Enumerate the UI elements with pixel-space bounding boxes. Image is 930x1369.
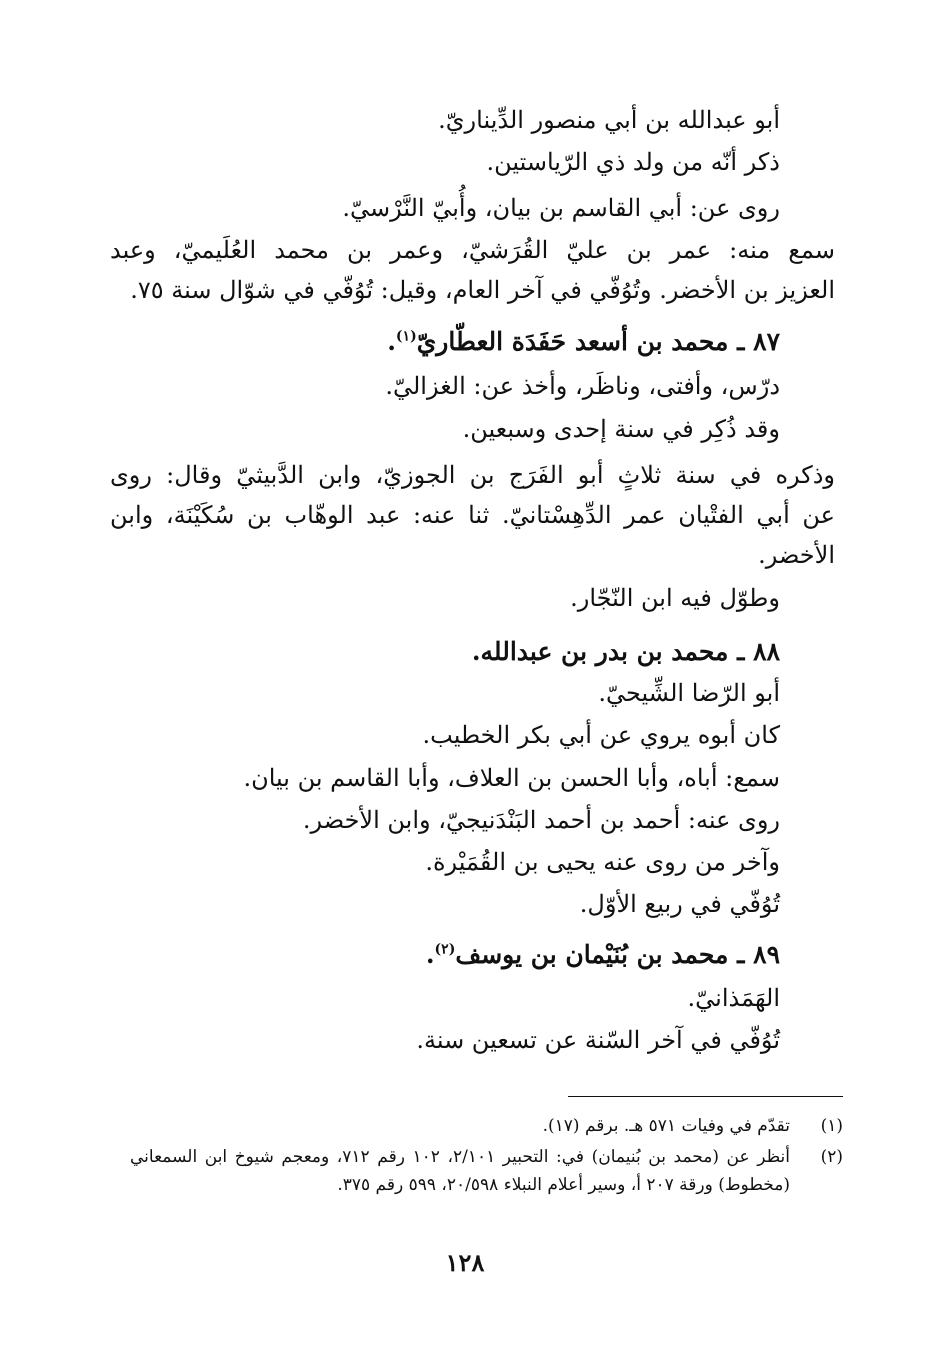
footnote-number: (٢) — [820, 1147, 843, 1167]
text-line: أبو عبدالله بن أبي منصور الدِّيناريّ. — [438, 106, 780, 134]
text-line: العزيز بن الأخضر. وتُوُفّي في آخر العام، وقيل: تُوُفّي في شوّال سنة ٧٥. — [130, 276, 835, 304]
text-line: سمع منه: عمر بن عليّ القُرَشيّ، وعمر بن محمد العُلَيميّ، وعبد — [110, 236, 835, 264]
text-line: وآخر من روى عنه يحيى بن القُمَيْرة. — [425, 848, 780, 876]
text-line: الأخضر. — [758, 541, 835, 569]
footnote-text: تقدّم في وفيات ٥٧١ هـ. برقم (١٧). — [542, 1116, 790, 1136]
heading-end: . — [387, 327, 396, 356]
text-line: وقد ذُكِر في سنة إحدى وسبعين. — [462, 415, 780, 443]
text-line: درّس، وأفتى، وناظَر، وأخذ عن: الغزاليّ. — [385, 372, 780, 400]
text-line: روى عنه: أحمد بن أحمد البَنْدَنيجيّ، وابن الأخضر. — [302, 806, 780, 834]
entry-87-title: ٨٧ ـ محمد بن أسعد حَفَدَة العطّاريّ — [416, 327, 780, 356]
entry-88-heading: ٨٨ ـ محمد بن بدر بن عبدالله. — [471, 637, 780, 666]
footnote-ref-2: (٢) — [434, 941, 456, 958]
entry-87-heading — [387, 322, 780, 362]
footnote-separator — [568, 1096, 843, 1097]
footnote-ref-1: (١) — [395, 328, 417, 345]
page-number: ١٢٨ — [445, 1248, 485, 1277]
text-line: سمع: أباه، وأبا الحسن بن العلاف، وأبا القاسم بن بيان. — [243, 764, 780, 792]
entry-89-title: ٨٩ ـ محمد بن بُنَيْمان بن يوسف — [455, 940, 780, 969]
text-line: عن أبي الفتْيان عمر الدِّهِسْتانيّ. ثنا عنه: عبد الوهّاب بن سُكَيْنَة، وابن — [110, 501, 835, 529]
footnote-number: (١) — [820, 1116, 843, 1136]
text-line: الهَمَذانيّ. — [687, 984, 780, 1012]
heading-end: . — [425, 940, 435, 969]
text-line: روى عن: أبي القاسم بن بيان، وأُبيّ النَّرْسيّ. — [342, 194, 780, 222]
text-line: كان أبوه يروي عن أبي بكر الخطيب. — [422, 721, 780, 749]
entry-89-heading — [426, 935, 780, 975]
text-line: أبو الرّضا الشِّيحيّ. — [598, 679, 780, 707]
text-line: تُوُفّي في آخر السّنة عن تسعين سنة. — [416, 1026, 780, 1054]
footnote-text: أنظر عن (محمد بن بُنيمان) في: التحبير ٢/١٠١، ١٠٢ رقم ٧١٢، ومعجم شيوخ ابن السمعاني (مخطوط) ورقة ٢٠٧ أ، وسير أعلام النبلاء ٢٠/٥٩٨، ٥٩٩ رقم ٣٧٥. — [130, 1147, 790, 1195]
text-line: ذكر أنّه من ولد ذي الرّياستين. — [486, 148, 780, 176]
text-line: تُوُفّي في ربيع الأوّل. — [579, 890, 780, 918]
text-line: وذكره في سنة ثلاثٍ أبو الفَرَج بن الجوزيّ، وابن الدَّبيثيّ وقال: روى — [110, 461, 835, 489]
text-line: وطوّل فيه ابن النّجّار. — [570, 584, 780, 612]
